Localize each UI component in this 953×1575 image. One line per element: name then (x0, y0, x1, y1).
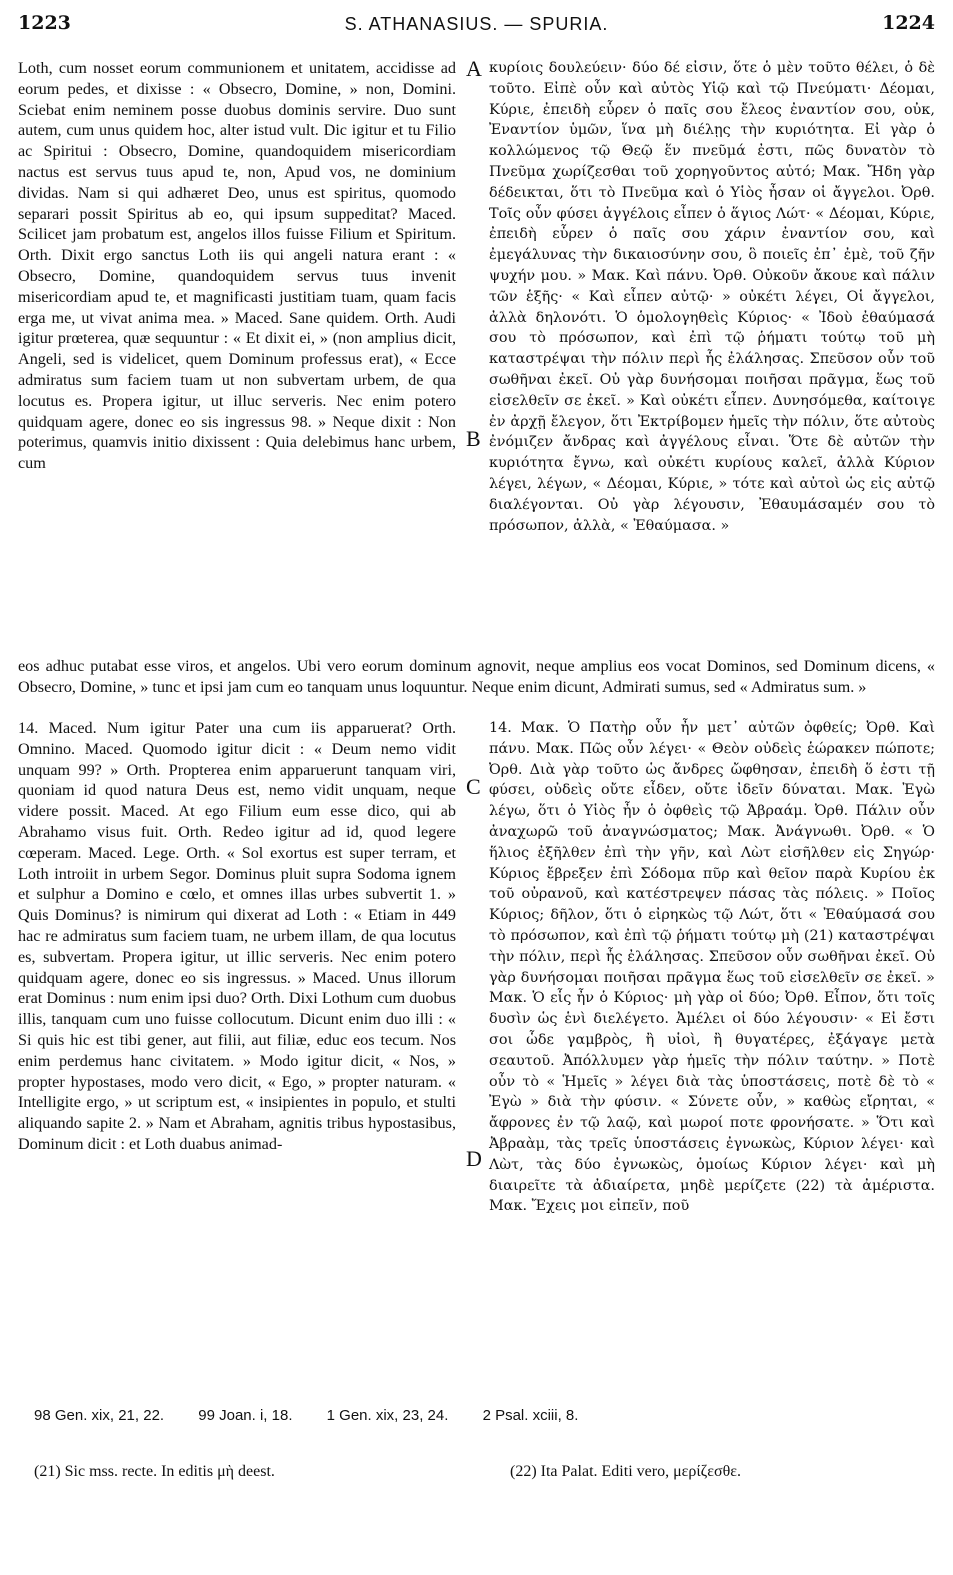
greek-column-2 (489, 718, 935, 1217)
latin-column-1 (18, 58, 456, 474)
footnote-99: 99 Joan. i, 18. (198, 1407, 293, 1424)
footnote-98: 98 Gen. xix, 21, 22. (34, 1407, 165, 1424)
margin-marker-a: A (466, 56, 482, 81)
left-page-number: 1223 (18, 12, 71, 34)
footnote-1: 1 Gen. xix, 23, 24. (326, 1407, 449, 1424)
footnotes (34, 1407, 608, 1424)
right-page-number: 1224 (882, 12, 935, 34)
editorial-note-21: (21) Sic mss. recte. In editis μὴ deest. (34, 1463, 275, 1480)
page-header (18, 12, 935, 48)
latin-column-2 (18, 718, 456, 1155)
full-width-latin: eos adhuc putabat esse viros, et angelos. Ubi vero eorum dominum agnovit, neque amplius eos vocat Dominos, sed Dominum dicens, « Obsecro, Domine, » tunc et ipsi jam cum eo tanquam unus loquuntur. Neque enim dicunt, Admirati sumus, sed « Admiratus sum. » (18, 657, 935, 696)
margin-marker-b: B (466, 426, 481, 451)
greek-text-1: κυρίοις δουλεύειν· δύο δέ εἰσιν, ὅτε ὁ μὲν τοῦτο θέλει, ὁ δὲ τοῦτο. Εἰπὲ οὖν καὶ αὐτὸς Υἱῷ καὶ τῷ Πνεύματι· Δέομαι, Κύριε, ἐπειδὴ εὗρεν ὁ παῖς σου ἔλεος ἐναντίον σου, οὐκ, Ἐναντίον ὑμῶν, ἵνα μὴ διέλῃς τὴν κυριότητα. Εἰ γὰρ ὁ κολλώμενος τῷ Θεῷ ἕν πνεῦμά ἐστι, πῶς δυνατὸν τὸ Πνεῦμα χωρίζεσθαι τοῦ χορηγοῦντος αὐτό; Μακ. Ἤδη γὰρ δέδεικται, ὅτι τὸ Πνεῦμα καὶ ὁ Υἱὸς ἦσαν οἱ ἄγγελοι. Ὀρθ. Τοῖς οὖν φύσει ἀγγέλοις εἶπεν ὁ ἅγιος Λώτ· « Δέομαι, Κύριε, ἐπειδὴ εὗρεν ὁ παῖς σου χάριν ἐναντίον σου, καὶ ἐμεγάλυνας τὴν δικαιοσύνην σου, ὃ ποιεῖς ἐπ᾽ ἐμὲ, τοῦ ζῆν ψυχήν μου. » Μακ. Καὶ πάνυ. Ὀρθ. Οὐκοῦν ἄκουε καὶ πάλιν τῶν ἑξῆς· « Καὶ εἶπεν αὐτῷ· » οὐκέτι λέγει, Οἱ ἄγγελοι, ἀλλὰ δηλονότι. Ὁ ὁμολογηθεὶς Κύριος· « Ἰδοὺ ἐθαύμασά σου τὸ πρόσωπον, καὶ ἐπὶ τῷ ῥήματι τούτῳ τοῦ μὴ καταστρέψαι τὴν πόλιν περὶ ἧς ἐλάλησας. Σπεῦσον οὖν τοῦ σωθῆναι ἐκεῖ. Οὐ γὰρ δυνήσομαι ποιῆσαι πρᾶγμα, ἕως τοῦ εἰσελθεῖν σε ἐκεῖ. » Καὶ οὐκέτι εἶπεν. Δυνησόμεθα, καίτοιγε ἐν ἀρχῇ ἔλεγον, ὅτι Ἐκτρίβομεν ἡμεῖς τὴν πόλιν, ὅτε αὐτοὺς ἐνόμιζεν ἄνδρας καὶ ἀγγέλους εἶναι. Ὅτε δὲ αὐτῶν τὴν κυριότητα ἔγνω, καὶ οὐκέτι κυρίους καλεῖ, ἀλλὰ Κύριον λέγει, λέγων, « Δέομαι, Κύριε, » τότε καὶ αὐτοὶ ὡς εἰς αὐτῷ διαλέγονται. Οὐ γὰρ λέγουσιν, Ἐθαυμάσαμέν σου τὸ πρόσωπον, ἀλλὰ, « Ἐθαύμασα. » (489, 60, 935, 534)
editorial-note-22: (22) Ita Palat. Editi vero, μερίζεσθε. (510, 1463, 741, 1480)
latin-text-1: Loth, cum nosset eorum communionem et unitatem, accidisse ad eorum pedes, et dixisse : « Obsecro, Domine, » non, Domini. Sciebat enim neminem posse duobus dominis servire. Duo sunt autem, cum unus quidem hoc, alter istud vult. Dic igitur et tu Filio ac Spiritui : Obsecro, Domine, quandoquidem misericordiam nactus est servus tuus apud te, non, Apud vos, ne dominium dividas. Nam si qui adhæret Deo, unus est spiritus, quomodo separari possit Spiritus ab eo, qui ipsum suppeditat? Maced. Scilicet jam probatum est, angelos illos fuisse Filium et Spiritum. Orth. Dixit ergo sanctus Loth iis qui angeli natura erant : « Obsecro, Domine, quandoquidem servus tuus invenit misericordiam apud te, et magnificasti justitiam tuam, quam facis erga me, ut vivat anima mea. » Maced. Sane quidem. Orth. Audi igitur prœterea, quæ sequuntur : « Et dixit ei, » (non amplius dicit, Angeli, sed is videlicet, quem Dominum professus erat), « Ecce admiratus sum faciem tuam ut non subvertam urbem, de qua locutus es. Propera igitur, ut illuc serveris. Nec enim potero quidquam agere, donec eo sis ingressus 98. » Neque dixit : Non poterimus, quamvis initio dixissent : Quia delebimus hanc urbem, cum (18, 59, 456, 473)
margin-marker-c: C (466, 774, 481, 799)
running-title: S. ATHANASIUS. — SPURIA. (344, 14, 609, 34)
footnote-2: 2 Psal. xciii, 8. (482, 1407, 579, 1424)
latin-text-2: 14. Maced. Num igitur Pater una cum iis apparuerat? Orth. Omnino. Maced. Quomodo igitur dicit : « Deum nemo vidit unquam 99? » Orth. Propterea enim apparuerunt tanquam viri, quoniam id quod natura Deus est, nemo vidit unquam, neque videre possit. Maced. At ego Filium eum esse dico, qui ab Abrahamo visus fuit. Orth. Redeo igitur ad id, quod legere cœperam. Maced. Lege. Orth. « Sol exortus est super terram, et Loth introiit in urbem Segor. Dominus pluit supra Sodoma ignem et sulphur a Domino e cœlo, et omnes illas urbes subvertit 1. » Quis Dominus? is nimirum qui dixerat ad Loth : « Etiam in 449 hac re admiratus sum faciem tuam, ne urbem illam, de qua locutus es, subvertam. Propera igitur, ut illic serveris. Nec enim potero quidquam agere, donec eo sis ingressus. » Maced. Unus illorum erat Dominus : num enim ipsi duo? Orth. Dixi Lothum cum duobus illis, tanquam cum uno fuisse collocutum. Dicunt enim duo illi : « Si quis hic est tibi gener, aut filii, aut filiæ, educ eos tecum. Nos enim perdemus hanc civitatem. » Modo igitur dicit, « Nos, » propter hypostases, modo vero dicit, « Ego, » propter naturam. « Intelligite ergo, » ut scriptum est, « insipientes in populo, et stulti aliquando sapite 2. » Nam et Abraham, agnitis tribus hypostasibus, Dominum dicit : et Loth duabus animad- (18, 719, 456, 1153)
greek-text-2: 14. Μακ. Ὁ Πατὴρ οὖν ἦν μετ᾽ αὐτῶν ὀφθείς; Ὀρθ. Καὶ πάνυ. Μακ. Πῶς οὖν λέγει· « Θεὸν οὐδεὶς ἑώρακεν πώποτε; Ὀρθ. Διὰ γὰρ τοῦτο ὡς ἄνδρες ὤφθησαν, ἐπειδὴ ὅ ἐστι τῇ φύσει, οὐδεὶς οὔτε εἶδεν, οὔτε ἰδεῖν δύναται. Μακ. Ἐγὼ λέγω, ὅτι ὁ Υἱὸς ἦν ὁ ὀφθεὶς τῷ Ἀβραάμ. Ὀρθ. Πάλιν οὖν ἀναχωρῶ τοῦ ἀναγνώσματος; Μακ. Ἀνάγνωθι. Ὀρθ. « Ὁ ἥλιος ἐξῆλθεν ἐπὶ τὴν γῆν, καὶ Λὼτ εἰσῆλθεν εἰς Σηγώρ· Κύριος ἔβρεξεν ἐπὶ Σόδομα πῦρ καὶ θεῖον παρὰ Κυρίου ἐκ τοῦ οὐρανοῦ, καὶ κατέστρεψεν πάσας τὰς πόλεις. » Ποῖος Κύριος; δῆλον, ὅτι ὁ εἰρηκὼς τῷ Λώτ, ὅτι « Ἐθαύμασά σου τὸ πρόσωπον, καὶ ἐπὶ τῷ ῥήματι τούτῳ μὴ (21) καταστρέψαι τὴν πόλιν, περὶ ἧς ἐλάλησας. Σπεῦσον οὖν σωθῆναι ἐκεῖ. Οὐ γὰρ δυνήσομαι ποιῆσαι πρᾶγμα ἕως τοῦ εἰσελθεῖν σε ἐκεῖ. » Μακ. Ὁ εἷς ἦν ὁ Κύριος· μὴ γὰρ οἱ δύο; Ὀρθ. Εἶπον, ὅτι τοῖς δυσὶν ὡς ἑνὶ διελέγετο. Ἀμέλει οἱ δύο λέγουσιν· « Εἰ ἔστι σοι ὧδε γαμβρὸς, ἢ υἱοὶ, ἢ θυγατέρες, ἐξάγαγε μετὰ σεαυτοῦ. Ἀπόλλυμεν γὰρ ἡμεῖς τὴν πόλιν ταύτην. » Ποτὲ οὖν τὸ « Ἡμεῖς » λέγει διὰ τὰς ὑποστάσεις, ποτὲ δὲ τὸ « Ἐγὼ » διὰ τὴν φύσιν. « Σύνετε οὖν, » καθὼς εἴρηται, « ἄφρονες ἐν τῷ λαῷ, καὶ μωροί ποτε φρονήσατε. » Ὅτι καὶ Ἀβραὰμ, τὰς τρεῖς ὑποστάσεις ἐγνωκὼς, Κύριον λέγει· καὶ Λὼτ, τὰς δύο ἐγνωκὼς, ὁμοίως Κύριον λέγει· καὶ μὴ διαιρεῖτε τὰ ἀδιαίρετα, μηδὲ μερίζετε (22) τὰ ἀμέριστα. Μακ. Ἔχεις μοι εἰπεῖν, ποῦ (489, 720, 935, 1215)
greek-column-1 (489, 58, 935, 536)
margin-marker-d: D (466, 1146, 482, 1171)
